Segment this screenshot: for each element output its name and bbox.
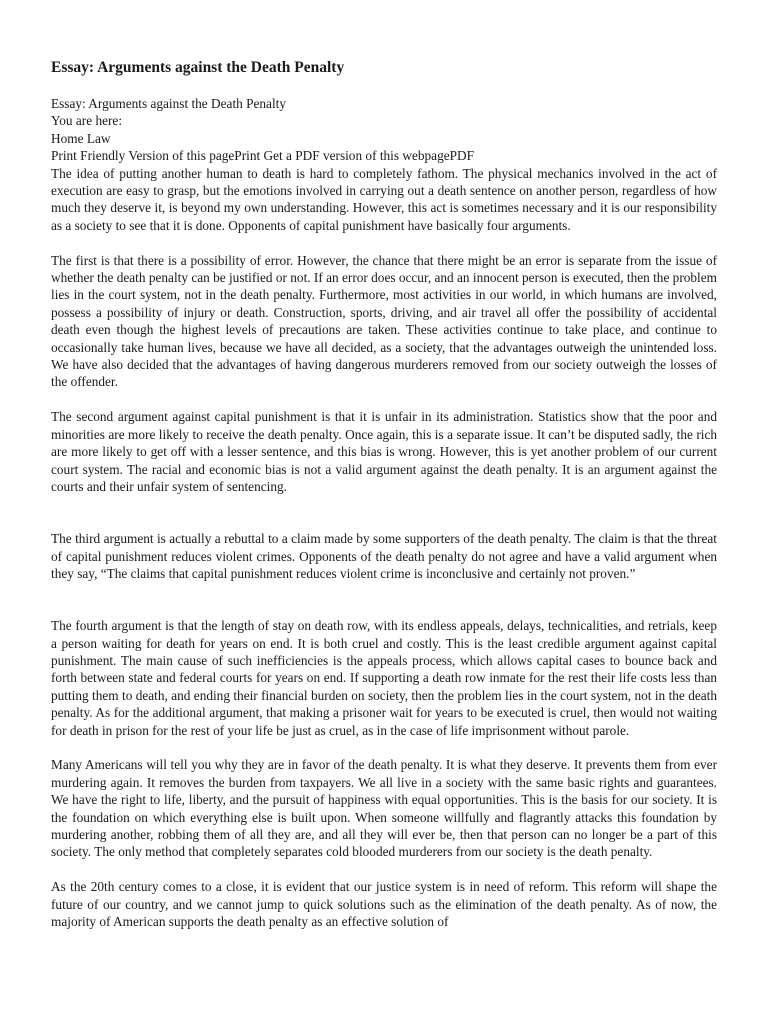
- paragraph-second-argument: The second argument against capital punishment is that it is unfair in its administration. Statistics show that the poor and minorities are more likely to receive the death penalty. Once again, this is a separate issue. It can’t be disputed sadly, the rich are more likely to get off with a lesser sentence, and this bias is wrong. However, this is yet another problem of our current court system. The racial and economic bias is not a valid argument against the death penalty. It is an argument against the courts and their unfair system of sentencing.: [51, 409, 717, 494]
- paragraph-intro: The idea of putting another human to death is hard to completely fathom. The physical mechanics involved in the act of execution are easy to grasp, but the emotions involved in carrying out a death sentence on another person, regardless of how much they deserve it, is beyond my own understanding. However, this act is sometimes necessary and it is our responsibility as a society to see that it is done. Opponents of capital punishment have basically four arguments.: [51, 165, 717, 233]
- you-are-here-label: You are here:: [51, 113, 123, 129]
- document-page: [51, 58, 717, 930]
- paragraph-conclusion: As the 20th century comes to a close, it is evident that our justice system is in need of reform. This reform will shape the future of our country, and we cannot jump to quick solutions such as the elimination of the death penalty. As of now, the majority of American supports the death penalty as an effective solution of: [51, 879, 717, 929]
- paragraph-fourth-argument: The fourth argument is that the length of stay on death row, with its endless appeals, delays, technicalities, and retrials, keep a person waiting for death for years on end. It is both cruel and costly. This is the least credible argument against capital punishment. The main cause of such inefficiencies is the appeals process, which allows capital cases to bounce back and forth between state and federal courts for years on end. If supporting a death row inmate for the rest their life costs less than putting them to death, and ending their financial burden on society, then the problem lies in the court system, not in the death penalty. As for the additional argument, that making a prisoner wait for years to be executed is cruel, then would not waiting for death in prison for the rest of your life be just as cruel, as in the case of life imprisonment without parole.: [51, 618, 717, 738]
- breadcrumb: Home Law: [51, 130, 111, 146]
- document-title: Essay: Arguments against the Death Penalty: [51, 59, 345, 76]
- paragraph-favor: Many Americans will tell you why they are in favor of the death penalty. It is what they deserve. It prevents them from ever murdering again. It removes the burden from taxpayers. We all live in a society with the same basic rights and guarantees. We have the right to life, liberty, and the pursuit of happiness with equal opportunities. This is the basis for our society. It is the foundation on which everything else is built upon. When someone willfully and flagrantly attacks this foundation by murdering another, robbing them of all they are, and all they will ever be, then that person can no longer be a part of this society. The only method that completely separates cold blooded murderers from our society is the death penalty.: [51, 757, 717, 860]
- document-header: [51, 95, 717, 165]
- print-options-line: Print Friendly Version of this pagePrint Get a PDF version of this webpagePDF: [51, 148, 475, 164]
- paragraph-third-argument: The third argument is actually a rebuttal to a claim made by some supporters of the death penalty. The claim is that the threat of capital punishment reduces violent crimes. Opponents of the death penalty do not agree and have a valid argument when they say, “The claims that capital punishment reduces violent crime is inconclusive and certainly not proven.”: [51, 531, 717, 581]
- paragraph-first-argument: The first is that there is a possibility of error. However, the chance that there might be an error is separate from the issue of whether the death penalty can be justified or not. If an error does occur, and an innocent person is executed, then the problem lies in the court system, not in the death penalty. Furthermore, most activities in our world, in which humans are involved, possess a possibility of injury or death. Construction, sports, driving, and air travel all offer the possibility of accidental death even though the highest levels of precautions are taken. These activities continue to take place, and continue to occasionally take human lives, because we have all decided, as a society, that the advantages outweigh the unintended loss. We have also decided that the advantages of having dangerous murderers removed from our society outweigh the losses of the offender.: [51, 252, 717, 390]
- document-subtitle: Essay: Arguments against the Death Penalty: [51, 96, 286, 111]
